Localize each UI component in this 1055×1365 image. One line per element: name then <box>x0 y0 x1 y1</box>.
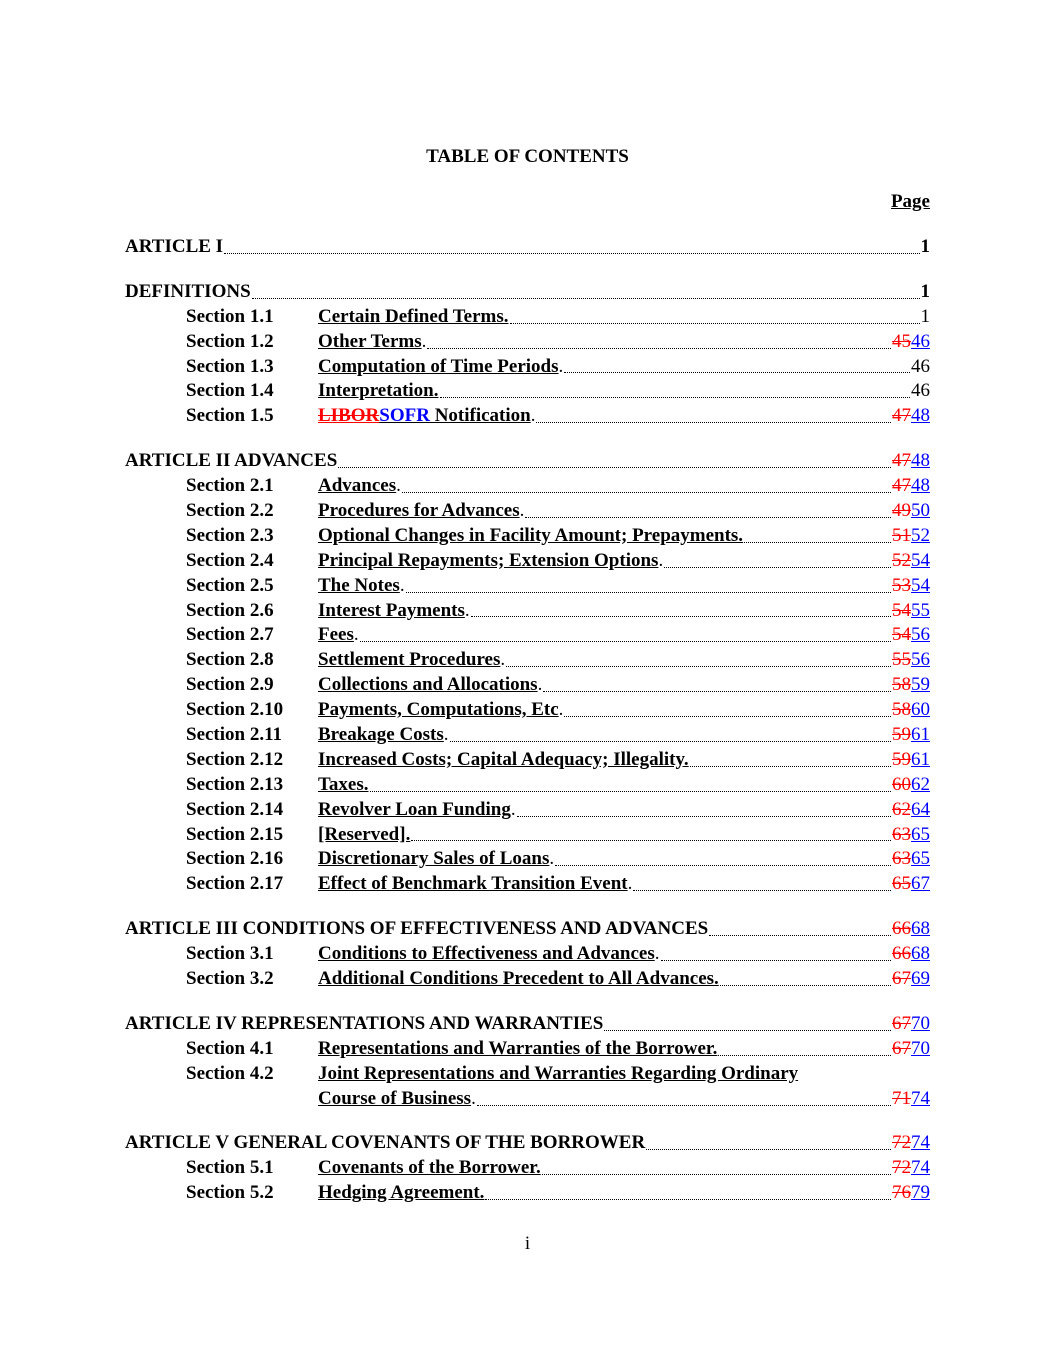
deleted-page: 55 <box>892 649 911 671</box>
section-punct: . <box>510 798 516 820</box>
section-number: Section 2.3 <box>186 524 274 546</box>
dot-leader <box>252 297 920 299</box>
section-title: Fees <box>318 624 354 646</box>
toc-page-number <box>892 847 930 872</box>
dot-leader <box>690 765 891 767</box>
section-number: Section 1.5 <box>186 405 274 427</box>
page-column-header: Page <box>890 191 930 212</box>
toc-page-number <box>892 648 930 673</box>
section-title: Breakage Costs <box>318 724 444 746</box>
section-punct: . <box>530 405 536 427</box>
toc-page-number: 1 <box>920 235 930 257</box>
dot-leader <box>360 640 891 642</box>
toc-page-number <box>892 823 930 848</box>
inserted-page: 68 <box>911 918 930 940</box>
section-number: Section 1.2 <box>186 330 274 352</box>
section-title: Settlement Procedures <box>318 649 501 671</box>
section-title <box>318 404 531 429</box>
toc-section-2-9[interactable] <box>125 673 930 698</box>
toc-section-2-14[interactable] <box>125 798 930 823</box>
toc-page-number <box>892 404 930 429</box>
section-number: Section 2.15 <box>186 823 284 845</box>
inserted-page: 70 <box>911 1037 930 1059</box>
toc-article-label: ARTICLE III CONDITIONS OF EFFECTIVENESS AND ADVANCES <box>125 918 709 940</box>
toc-page-number <box>892 330 930 355</box>
section-punct: . <box>654 943 660 965</box>
toc-page-number: 1 <box>920 305 930 327</box>
deleted-page: 76 <box>892 1182 911 1204</box>
inserted-page: 46 <box>911 330 930 352</box>
deleted-title-text: LIBOR <box>318 405 380 427</box>
toc-page-number <box>892 499 930 524</box>
section-number: Section 2.4 <box>186 549 274 571</box>
toc-page-number <box>892 623 930 648</box>
section-title: [Reserved]. <box>318 823 411 845</box>
section-title: Representations and Warranties of the Borrower. <box>318 1037 718 1059</box>
toc-page-number <box>892 698 930 723</box>
inserted-page: 48 <box>911 405 930 427</box>
section-number: Section 2.5 <box>186 574 274 596</box>
dot-leader <box>402 491 891 493</box>
deleted-page: 66 <box>892 918 911 940</box>
section-number: Section 1.4 <box>186 380 274 402</box>
section-number: Section 2.12 <box>186 748 284 770</box>
section-number: Section 2.13 <box>186 773 284 795</box>
section-title: Payments, Computations, Etc <box>318 699 559 721</box>
section-number: Section 2.7 <box>186 624 274 646</box>
toc-article-3[interactable] <box>125 917 930 942</box>
toc-section-4-2-continued[interactable] <box>125 1087 930 1112</box>
toc-page-number <box>892 574 930 599</box>
dot-leader <box>224 252 919 254</box>
deleted-page: 67 <box>892 968 911 990</box>
section-number: Section 3.1 <box>186 943 274 965</box>
dot-leader <box>517 815 891 817</box>
inserted-page: 65 <box>911 848 930 870</box>
inserted-page: 56 <box>911 624 930 646</box>
inserted-page: 62 <box>911 773 930 795</box>
page-footer-number: i <box>524 1233 531 1254</box>
dot-leader <box>720 984 891 986</box>
toc-page-number <box>892 449 930 474</box>
dot-leader <box>506 665 891 667</box>
toc-section-2-17[interactable] <box>125 872 930 897</box>
section-number: Section 2.9 <box>186 674 274 696</box>
deleted-page: 52 <box>892 549 911 571</box>
inserted-page: 69 <box>911 968 930 990</box>
deleted-page: 51 <box>892 524 911 546</box>
section-title: Interest Payments <box>318 599 465 621</box>
dot-leader <box>664 566 891 568</box>
toc-page-number <box>892 474 930 499</box>
section-number: Section 5.1 <box>186 1157 274 1179</box>
toc-page-number <box>892 917 930 942</box>
dot-leader <box>406 591 891 593</box>
deleted-page: 58 <box>892 674 911 696</box>
section-title-rest: Notification <box>429 405 531 427</box>
section-number: Section 2.2 <box>186 500 274 521</box>
toc-section-2-7[interactable] <box>125 623 930 648</box>
deleted-page: 47 <box>892 475 911 497</box>
toc-page-number: 46 <box>911 380 930 402</box>
inserted-page: 79 <box>911 1182 930 1204</box>
inserted-page: 48 <box>911 475 930 497</box>
inserted-page: 64 <box>911 798 930 820</box>
deleted-page: 67 <box>892 1012 911 1034</box>
inserted-page: 60 <box>911 699 930 721</box>
inserted-page: 56 <box>911 649 930 671</box>
deleted-page: 72 <box>892 1132 911 1154</box>
section-punct: . <box>353 624 359 646</box>
toc-page-number <box>892 1012 930 1037</box>
section-number: Section 1.1 <box>186 305 274 327</box>
section-number: Section 2.6 <box>186 599 274 621</box>
section-number: Section 5.2 <box>186 1182 274 1204</box>
toc-page-number <box>892 773 930 798</box>
section-number: Section 2.8 <box>186 649 274 671</box>
deleted-page: 59 <box>892 748 911 770</box>
toc-article-label: ARTICLE II ADVANCES <box>125 450 338 472</box>
inserted-page: 52 <box>911 524 930 546</box>
dot-leader <box>564 371 910 373</box>
dot-leader <box>555 864 891 866</box>
toc-section-1-5[interactable] <box>125 404 930 429</box>
toc-section-2-8[interactable] <box>125 648 930 673</box>
deleted-page: 49 <box>892 500 911 521</box>
inserted-title-text: SOFR <box>379 405 430 427</box>
section-title: Covenants of the Borrower. <box>318 1157 541 1179</box>
toc-section-4-2[interactable] <box>125 1062 930 1087</box>
table-of-contents <box>125 235 930 1206</box>
toc-page-number <box>892 1156 930 1181</box>
toc-article-label: DEFINITIONS <box>125 280 251 302</box>
dot-leader <box>440 396 911 398</box>
dot-leader <box>370 790 891 792</box>
dot-leader <box>646 1148 891 1150</box>
deleted-page: 72 <box>892 1157 911 1179</box>
section-title: Effect of Benchmark Transition Event <box>318 873 628 895</box>
section-punct: . <box>627 873 633 895</box>
page-title: TABLE OF CONTENTS <box>426 146 629 167</box>
deleted-page: 63 <box>892 848 911 870</box>
section-title: The Notes <box>318 574 400 596</box>
section-punct: . <box>399 574 405 596</box>
dot-leader <box>477 1104 891 1106</box>
section-punct: . <box>558 699 564 721</box>
section-number: Section 2.1 <box>186 475 274 497</box>
section-number: Section 2.14 <box>186 798 284 820</box>
deleted-page: 60 <box>892 773 911 795</box>
deleted-page: 66 <box>892 943 911 965</box>
inserted-page: 55 <box>911 599 930 621</box>
deleted-page: 54 <box>892 624 911 646</box>
section-title: Advances <box>318 475 397 497</box>
dot-leader <box>471 615 891 617</box>
toc-page-number: 46 <box>911 355 930 377</box>
inserted-page: 65 <box>911 823 930 845</box>
toc-page-number <box>892 599 930 624</box>
toc-section-4-1[interactable] <box>125 1037 930 1062</box>
section-punct: . <box>558 355 564 377</box>
toc-definitions[interactable] <box>125 280 930 305</box>
dot-leader <box>411 839 891 841</box>
dot-leader <box>485 1198 891 1200</box>
deleted-page: 62 <box>892 798 911 820</box>
inserted-page: 68 <box>911 943 930 965</box>
inserted-page: 54 <box>911 574 930 596</box>
section-number: Section 1.3 <box>186 355 274 377</box>
toc-section-2-5[interactable] <box>125 574 930 599</box>
toc-page-number <box>892 872 930 897</box>
section-number: Section 2.17 <box>186 873 284 895</box>
deleted-page: 54 <box>892 599 911 621</box>
toc-section-2-2[interactable] <box>125 499 930 524</box>
toc-page-number <box>892 1087 930 1112</box>
inserted-page: 74 <box>911 1157 930 1179</box>
deleted-page: 47 <box>892 405 911 427</box>
dot-leader <box>604 1029 891 1031</box>
deleted-page: 65 <box>892 873 911 895</box>
section-punct: . <box>421 330 427 352</box>
section-punct: . <box>658 549 664 571</box>
inserted-page: 67 <box>911 873 930 895</box>
section-punct: . <box>519 500 525 521</box>
inserted-page: 74 <box>911 1132 930 1154</box>
deleted-page: 58 <box>892 699 911 721</box>
section-title: Other Terms <box>318 330 422 352</box>
section-title: Collections and Allocations <box>318 674 538 696</box>
toc-section-2-6[interactable] <box>125 599 930 624</box>
section-title: Interpretation. <box>318 380 439 402</box>
section-title: Joint Representations and Warranties Regarding Ordinary <box>318 1062 799 1084</box>
toc-section-2-12[interactable] <box>125 748 930 773</box>
toc-article-label: ARTICLE V GENERAL COVENANTS OF THE BORROWER <box>125 1132 646 1154</box>
deleted-page: 71 <box>892 1087 911 1109</box>
toc-page-number <box>892 798 930 823</box>
dot-leader <box>427 347 891 349</box>
section-title-continued: Course of Business <box>318 1087 472 1109</box>
toc-page-number <box>892 942 930 967</box>
section-punct: . <box>500 649 506 671</box>
section-title: Optional Changes in Facility Amount; Prepayments. <box>318 524 744 546</box>
section-title: Computation of Time Periods <box>318 355 559 377</box>
toc-page-number <box>892 1131 930 1156</box>
toc-article-5[interactable] <box>125 1132 930 1157</box>
section-punct: . <box>549 848 555 870</box>
toc-section-2-11[interactable] <box>125 723 930 748</box>
section-title: Conditions to Effectiveness and Advances <box>318 943 655 965</box>
section-title: Certain Defined Terms. <box>318 305 509 327</box>
dot-leader <box>564 715 891 717</box>
toc-article-label: ARTICLE I <box>125 235 224 257</box>
toc-section-1-1[interactable] <box>125 305 930 330</box>
dot-leader <box>536 421 891 423</box>
inserted-page: 59 <box>911 674 930 696</box>
section-title: Revolver Loan Funding <box>318 798 511 820</box>
section-punct: . <box>443 724 449 746</box>
dot-leader <box>718 1054 891 1056</box>
section-title: Increased Costs; Capital Adequacy; Illegality. <box>318 748 689 770</box>
toc-page-number <box>892 748 930 773</box>
inserted-page: 54 <box>911 549 930 571</box>
toc-page-number <box>892 1181 930 1206</box>
toc-section-2-4[interactable] <box>125 549 930 574</box>
inserted-page: 48 <box>911 450 930 472</box>
toc-section-1-3[interactable] <box>125 355 930 380</box>
section-title: Taxes. <box>318 773 369 795</box>
toc-section-2-16[interactable] <box>125 847 930 872</box>
section-number: Section 4.1 <box>186 1037 274 1059</box>
toc-section-2-3[interactable] <box>125 524 930 549</box>
deleted-page: 47 <box>892 450 911 472</box>
deleted-page: 67 <box>892 1037 911 1059</box>
toc-section-1-2[interactable] <box>125 330 930 355</box>
section-punct: . <box>464 599 470 621</box>
toc-section-1-4[interactable] <box>125 379 930 404</box>
toc-page-number <box>892 1037 930 1062</box>
toc-page-number <box>892 673 930 698</box>
section-number: Section 2.11 <box>186 724 283 746</box>
toc-page-number <box>892 549 930 574</box>
toc-section-5-2[interactable] <box>125 1181 930 1206</box>
inserted-page: 74 <box>911 1087 930 1109</box>
toc-section-2-10[interactable] <box>125 698 930 723</box>
toc-section-2-1[interactable] <box>125 474 930 499</box>
toc-page-number <box>892 524 930 549</box>
toc-page-number: 1 <box>920 280 930 302</box>
toc-section-2-15[interactable] <box>125 823 930 848</box>
dot-leader <box>543 690 891 692</box>
deleted-page: 45 <box>892 330 911 352</box>
section-number: Section 4.2 <box>186 1062 274 1084</box>
dot-leader <box>542 1173 891 1175</box>
section-punct: . <box>471 1087 476 1109</box>
dot-leader <box>633 889 891 891</box>
section-punct: . <box>537 674 543 696</box>
section-number: Section 2.10 <box>186 699 284 721</box>
toc-article-label: ARTICLE IV REPRESENTATIONS AND WARRANTIES <box>125 1012 604 1034</box>
section-title: Procedures for Advances <box>318 500 520 521</box>
dot-leader <box>338 466 891 468</box>
inserted-page: 61 <box>911 748 930 770</box>
section-title: Principal Repayments; Extension Options <box>318 549 659 571</box>
dot-leader <box>709 934 891 936</box>
section-number: Section 3.2 <box>186 968 274 990</box>
toc-section-3-2[interactable] <box>125 967 930 992</box>
toc-section-5-1[interactable] <box>125 1156 930 1181</box>
toc-section-2-13[interactable] <box>125 773 930 798</box>
inserted-page: 61 <box>911 724 930 746</box>
section-title: Additional Conditions Precedent to All Advances. <box>318 968 719 990</box>
inserted-page: 50 <box>911 500 930 521</box>
toc-page-number <box>892 967 930 992</box>
section-punct: . <box>396 475 401 497</box>
section-title: Discretionary Sales of Loans <box>318 848 550 870</box>
toc-page-number <box>892 723 930 748</box>
dot-leader <box>450 740 891 742</box>
dot-leader <box>744 541 891 543</box>
toc-article-4[interactable] <box>125 1012 930 1037</box>
toc-article-2[interactable] <box>125 449 930 474</box>
deleted-page: 63 <box>892 823 911 845</box>
dot-leader <box>510 322 920 324</box>
section-number: Section 2.16 <box>186 848 284 870</box>
dot-leader <box>661 959 892 961</box>
inserted-page: 70 <box>911 1012 930 1034</box>
toc-section-3-1[interactable] <box>125 942 930 967</box>
dot-leader <box>525 516 891 518</box>
deleted-page: 53 <box>892 574 911 596</box>
section-title: Hedging Agreement. <box>318 1182 485 1204</box>
deleted-page: 59 <box>892 724 911 746</box>
toc-article-1[interactable] <box>125 235 930 260</box>
